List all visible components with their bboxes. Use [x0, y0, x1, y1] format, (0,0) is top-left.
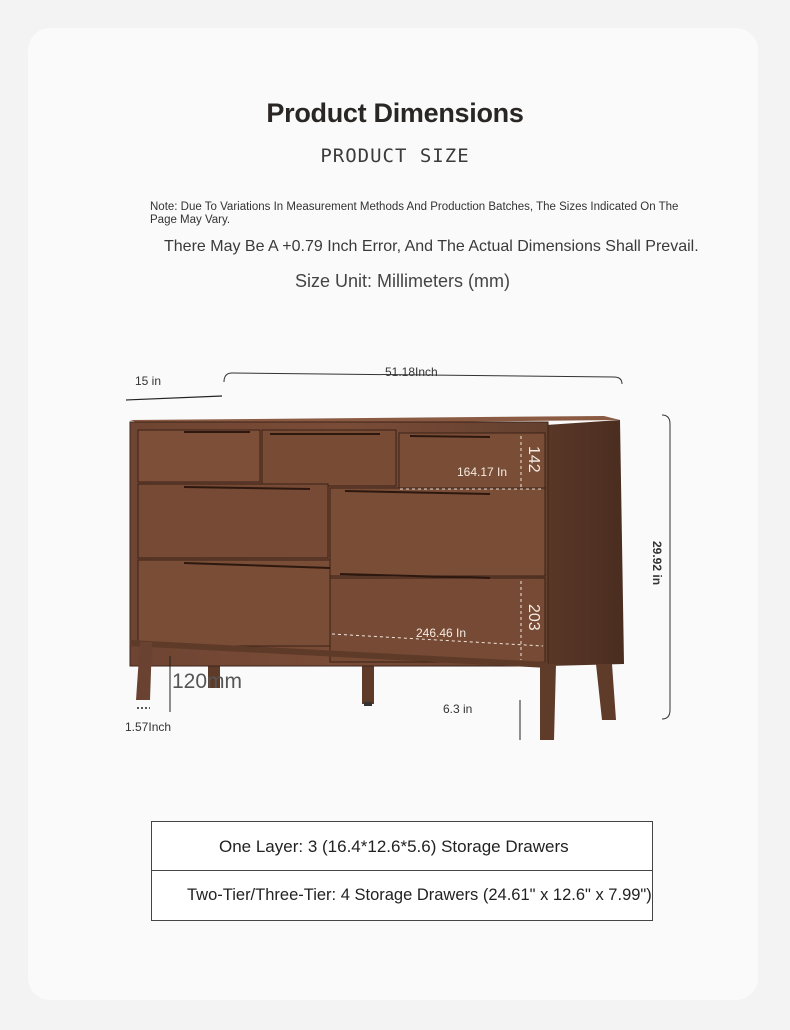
clearance-label: 6.3 in [443, 702, 473, 716]
leg-width-label: 1.57Inch [125, 720, 172, 734]
small-drawer-width-label: 164.17 In [457, 465, 508, 479]
width-label: 51.18Inch [385, 365, 438, 379]
variation-note: Note: Due To Variations In Measurement Methods And Production Batches, The Sizes Indicated On The Page May Vary. [150, 201, 679, 226]
error-note: There May Be A +0.79 Inch Error, And The Actual Dimensions Shall Prevail. [164, 238, 699, 255]
height-label: 29.92 in [650, 541, 664, 586]
table-row [152, 871, 653, 921]
page-subtitle: PRODUCT SIZE [320, 145, 470, 167]
small-drawer-height-label: 142 [525, 446, 542, 473]
spec-table [151, 821, 653, 921]
depth-label: 15 in [135, 374, 162, 388]
spec-row-one-layer: One Layer: 3 (16.4*12.6*5.6) Storage Drawers [152, 822, 653, 871]
page-title: Product Dimensions [266, 98, 524, 128]
large-drawer-height-label: 203 [525, 604, 542, 631]
depth-dimension-line [126, 396, 222, 400]
leg-height-label: 120mm [172, 670, 243, 693]
size-unit-note: Size Unit: Millimeters (mm) [294, 271, 510, 291]
spec-row-two-three-tier: Two-Tier/Three-Tier: 4 Storage Drawers (24.61" x 12.6" x 7.99") [152, 871, 653, 921]
large-drawer-width-label: 246.46 In [416, 626, 467, 640]
table-row [152, 822, 653, 871]
